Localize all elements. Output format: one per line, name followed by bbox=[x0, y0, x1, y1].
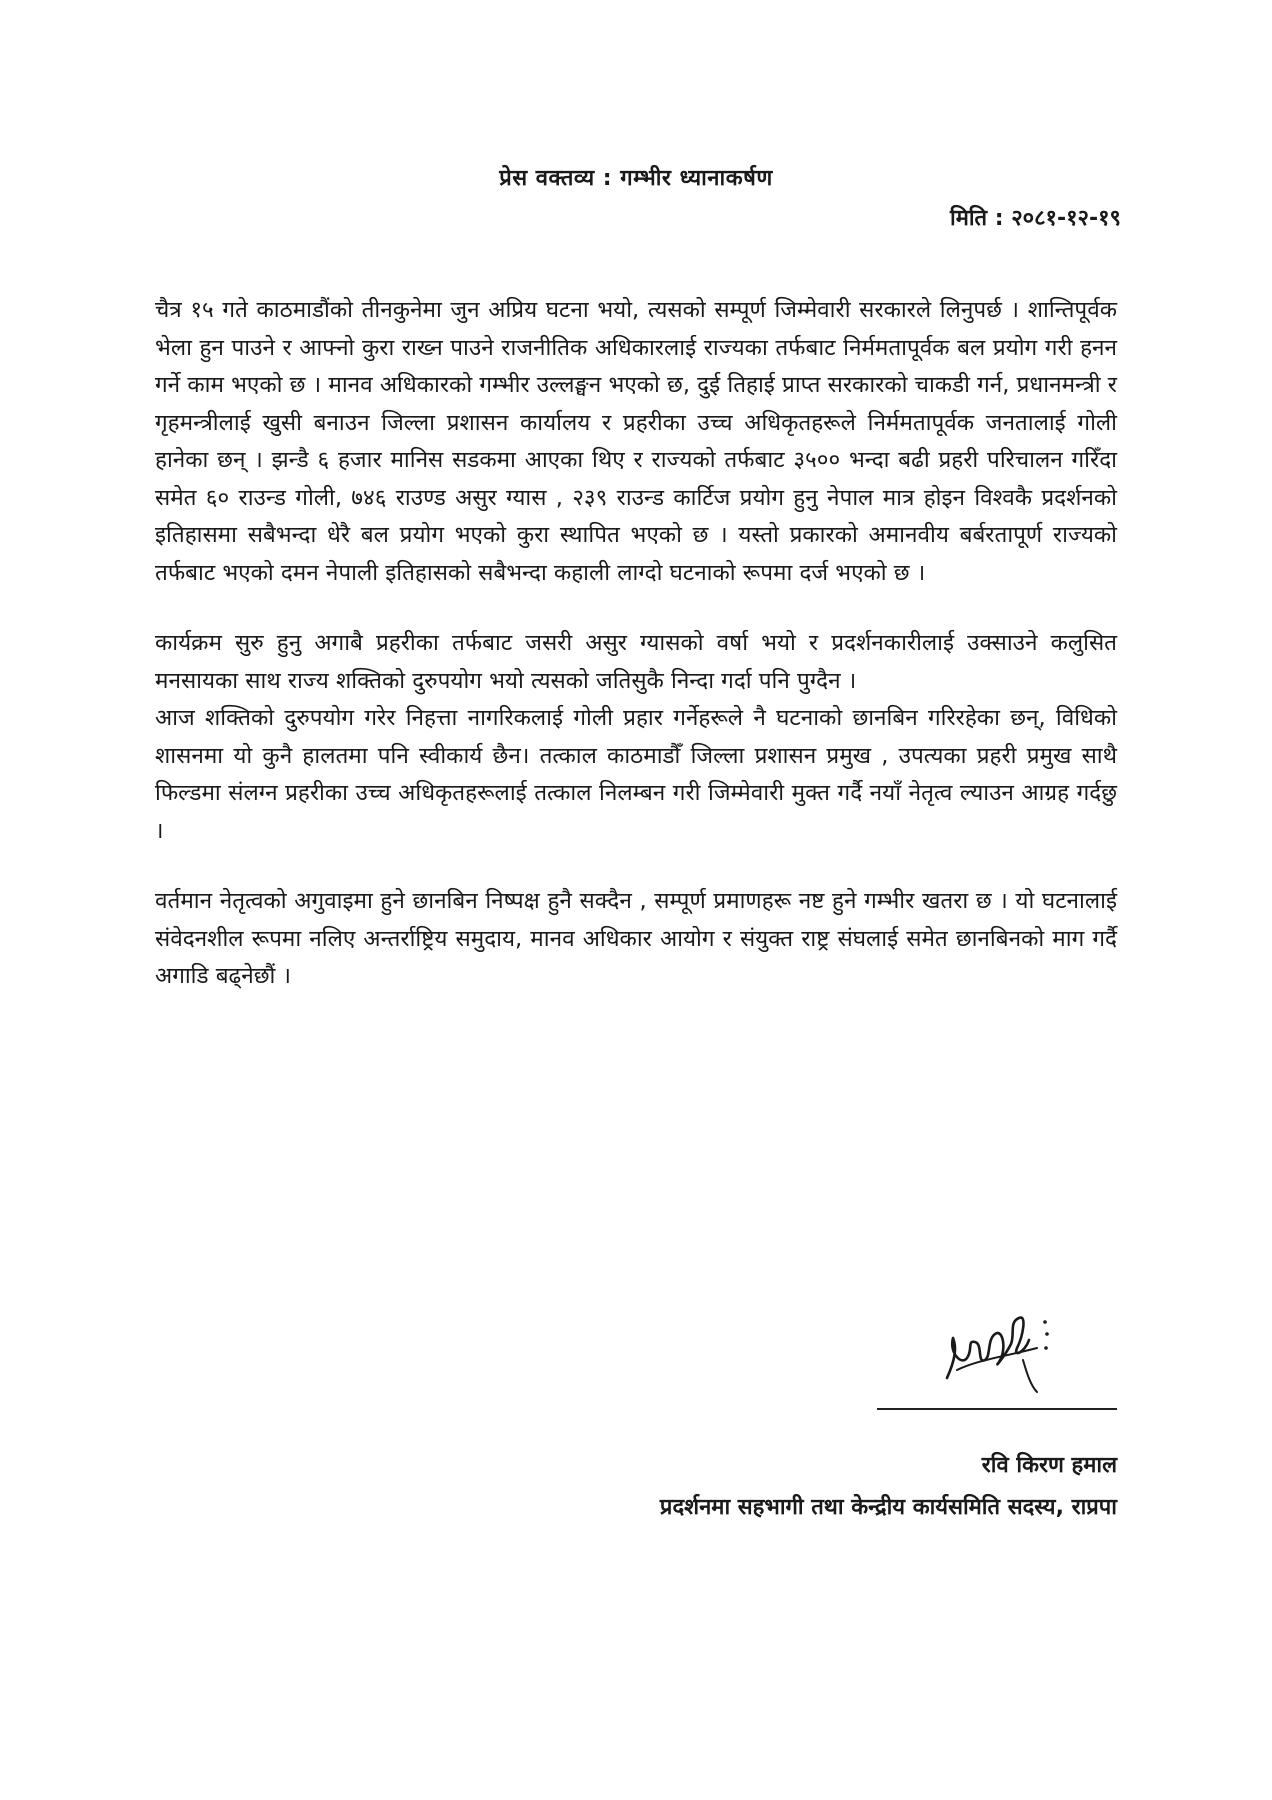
document-date: मिति : २०८१-१२-१९ bbox=[950, 206, 1121, 231]
document-title: प्रेस वक्तव्य : गम्भीर ध्यानाकर्षण bbox=[499, 166, 773, 191]
paragraph-1: चैत्र १५ गते काठमाडौंको तीनकुनेमा जुन अप्रिय घटना भयो, त्यसको सम्पूर्ण जिम्मेवारी सरकारले लिनुपर्छ । शान्तिपूर्वक भेला हुन पाउने र आफ्नो कुरा राख्न पाउने राजनीतिक अधिकारलाई राज्यका तर्फबाट निर्ममतापूर्वक बल प्रयोग गरी हनन गर्ने काम भएको छ । मानव अधिकारको गम्भीर उल्लङ्घन भएको छ, दुई तिहाई प्राप्त सरकारको चाकडी गर्न, प्रधानमन्त्री र गृहमन्त्रीलाई खुसी बनाउन जिल्ला प्रशासन कार्यालय र प्रहरीका उच्च अधिकृतहरूले निर्ममतापूर्वक जनतालाई गोली हानेका छन् । झन्डै ६ हजार मानिस सडकमा आएका थिए र राज्यको तर्फबाट ३५०० भन्दा बढी प्रहरी परिचालन गरिँदा समेत ६० राउन्ड गोली, ७४६ राउण्ड असुर ग्यास , २३९ राउन्ड कार्टिज प्रयोग हुनु नेपाल मात्र होइन विश्वकै प्रदर्शनको इतिहासमा सबैभन्दा धेरै बल प्रयोग भएको कुरा स्थापित भएको छ । यस्तो प्रकारको अमानवीय बर्बरतापूर्ण राज्यको तर्फबाट भएको दमन नेपाली इतिहासको सबैभन्दा कहाली लाग्दो घटनाको रूपमा दर्ज भएको छ । bbox=[155, 297, 1117, 586]
handwritten-signature bbox=[927, 1300, 1067, 1400]
statement-body bbox=[155, 292, 1117, 996]
signer-role: प्रदर्शनमा सहभागी तथा केन्द्रीय कार्यसमिति सदस्य, राप्रपा bbox=[659, 1495, 1117, 1520]
signature-line bbox=[877, 1408, 1117, 1410]
paragraph-2: कार्यक्रम सुरु हुनु अगाबै प्रहरीका तर्फबाट जसरी असुर ग्यासको वर्षा भयो र प्रदर्शनकारीलाई उक्साउने कलुसित मनसायका साथ राज्य शक्तिको दुरुपयोग भयो त्यसको जतिसुकै निन्दा गर्दा पनि पुग्दैन । bbox=[155, 630, 1117, 694]
paragraph-4: वर्तमान नेतृत्वको अगुवाइमा हुने छानबिन निष्पक्ष हुनै सक्दैन , सम्पूर्ण प्रमाणहरू नष्ट हुने गम्भीर खतरा छ । यो घटनालाई संवेदनशील रूपमा नलिए अन्तर्राष्ट्रिय समुदाय, मानव अधिकार आयोग र संयुक्त राष्ट्र संघलाई समेत छानबिनको माग गर्दै अगाडि बढ्नेछौं । bbox=[155, 888, 1117, 989]
signature-block bbox=[877, 1300, 1117, 1410]
signer-name: रवि किरण हमाल bbox=[981, 1453, 1117, 1478]
paragraph-3: आज शक्तिको दुरुपयोग गरेर निहत्ता नागरिकलाई गोली प्रहार गर्नेहरूले नै घटनाको छानबिन गरिरहेका छन्, विधिको शासनमा यो कुनै हालतमा पनि स्वीकार्य छैन। तत्काल काठमाडौँ जिल्ला प्रशासन प्रमुख , उपत्यका प्रहरी प्रमुख साथै फिल्डमा संलग्न प्रहरीका उच्च अधिकृतहरूलाई तत्काल निलम्बन गरी जिम्मेवारी मुक्त गर्दै नयाँ नेतृत्व ल्याउन आग्रह गर्दछु । bbox=[155, 705, 1117, 844]
